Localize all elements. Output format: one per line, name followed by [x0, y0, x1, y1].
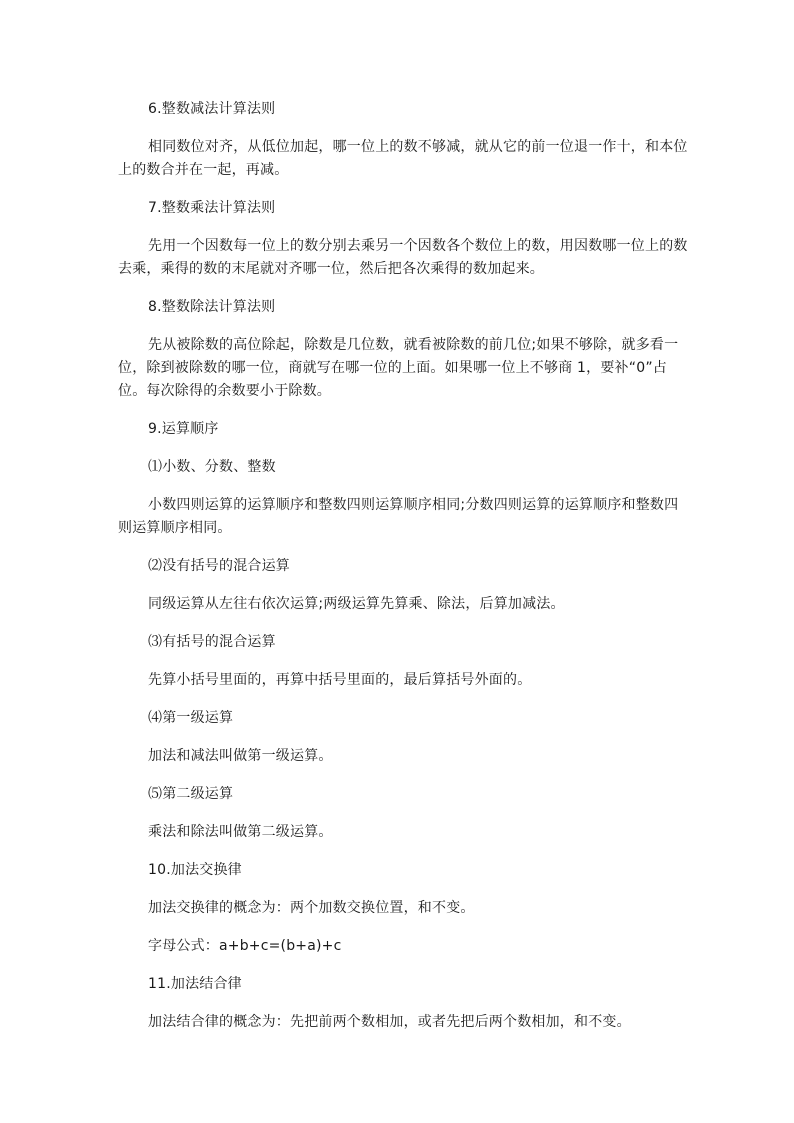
heading-subtraction-rule: 6.整数减法计算法则 — [148, 101, 276, 117]
paragraph-line: 位，除到被除数的哪一位，商就写在哪一位的上面。如果哪一位上不够商 1，要补“0”占 — [118, 360, 667, 376]
paragraph-line: 则运算顺序相同。 — [118, 520, 232, 536]
subheading-no-brackets: ⑵没有括号的混合运算 — [148, 558, 290, 574]
heading-division-rule: 8.整数除法计算法则 — [148, 299, 276, 315]
paragraph-line: 加法和减法叫做第一级运算。 — [148, 748, 333, 764]
paragraph-line: 加法结合律的概念为：先把前两个数相加，或者先把后两个数相加，和不变。 — [148, 1014, 631, 1030]
paragraph-line: 先从被除数的高位除起，除数是几位数，就看被除数的前几位;如果不够除，就多看一 — [148, 337, 679, 353]
paragraph-line: 乘法和除法叫做第二级运算。 — [148, 824, 333, 840]
heading-multiplication-rule: 7.整数乘法计算法则 — [148, 200, 276, 216]
paragraph-line: 去乘，乘得的数的末尾就对齐哪一位，然后把各次乘得的数加起来。 — [118, 261, 544, 277]
subheading-with-brackets: ⑶有括号的混合运算 — [148, 634, 276, 650]
heading-operation-order: 9.运算顺序 — [148, 421, 219, 437]
paragraph-line: 上的数合并在一起，再减。 — [118, 162, 289, 178]
heading-associative-law: 11.加法结合律 — [148, 976, 242, 992]
paragraph-line: 先用一个因数每一位上的数分别去乘另一个因数各个数位上的数，用因数哪一位上的数 — [148, 238, 688, 254]
formula-line: 字母公式：a+b+c=(b+a)+c — [148, 938, 342, 954]
subheading-decimal-fraction-integer: ⑴小数、分数、整数 — [148, 459, 276, 475]
paragraph-line: 加法交换律的概念为：两个加数交换位置，和不变。 — [148, 900, 475, 916]
heading-commutative-law: 10.加法交换律 — [148, 862, 242, 878]
paragraph-line: 先算小括号里面的，再算中括号里面的，最后算括号外面的。 — [148, 672, 532, 688]
paragraph-line: 同级运算从左往右依次运算;两级运算先算乘、除法，后算加减法。 — [148, 596, 565, 612]
subheading-second-level: ⑸第二级运算 — [148, 786, 234, 802]
subheading-first-level: ⑷第一级运算 — [148, 710, 234, 726]
paragraph-line: 相同数位对齐，从低位加起，哪一位上的数不够减，就从它的前一位退一作十，和本位 — [148, 139, 688, 155]
paragraph-line: 小数四则运算的运算顺序和整数四则运算顺序相同;分数四则运算的运算顺序和整数四 — [148, 497, 679, 513]
paragraph-line: 位。每次除得的余数要小于除数。 — [118, 383, 331, 399]
